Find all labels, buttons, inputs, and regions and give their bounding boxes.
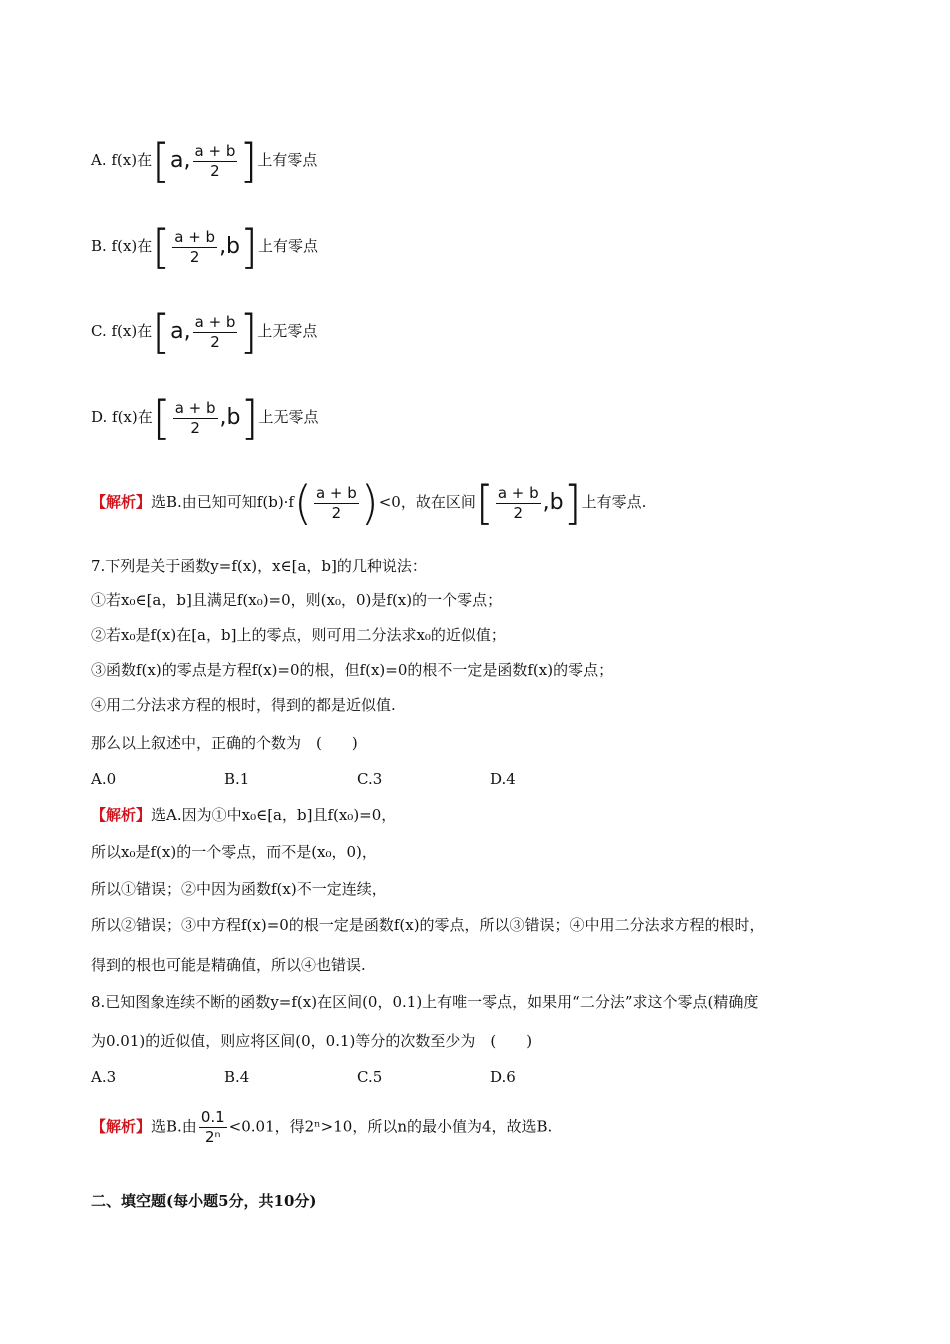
analysis-6: [91, 476, 647, 530]
fraction-numerator: a + b: [174, 227, 216, 246]
question-7-stem: 7.下列是关于函数y=f(x)，x∈[a，b]的几种说法：: [91, 557, 427, 575]
fraction: [173, 399, 218, 438]
fraction: [172, 228, 217, 267]
choice-a: A.0: [91, 770, 117, 788]
analysis-text: 选B.由已知可知f(b)·f: [151, 493, 294, 511]
option-b: [91, 220, 318, 274]
option-suffix: 上有零点: [257, 237, 318, 255]
choice-c: C.3: [357, 770, 383, 788]
fraction-denominator: 2: [331, 503, 342, 522]
fraction-denominator: 2: [210, 332, 220, 351]
fraction-numerator: a + b: [174, 398, 216, 417]
choice-d: D.4: [490, 770, 516, 788]
section-heading: 二、填空题(每小题5分，共10分): [91, 1192, 317, 1210]
fraction-numerator: 0.1: [200, 1108, 225, 1126]
analysis-7-line-2: 所以x₀是f(x)的一个零点，而不是(x₀，0)，: [91, 843, 377, 861]
choice-b: B.4: [224, 1068, 250, 1086]
interval-left: a,: [170, 148, 191, 173]
fraction-denominator: 2: [189, 247, 200, 266]
interval-right: ,b: [219, 405, 241, 430]
interval-right: ,b: [542, 490, 564, 515]
interval-expression: [ $\frac{a + b}{2}$ ,b ]: [152, 391, 259, 445]
analysis-tag: 【解析】: [91, 1117, 152, 1136]
option-a: [91, 134, 318, 188]
question-8-stem-1: 8.已知图象连续不断的函数y=f(x)在区间(0，0.1)上有唯一零点，如果用“二分法”求这个零点(精确度: [91, 993, 759, 1011]
fraction: [314, 484, 359, 523]
fraction-denominator: 2: [190, 418, 200, 437]
analysis-tag: 【解析】: [91, 806, 152, 824]
option-c: [91, 305, 318, 359]
analysis-7-line-5: 得到的根也可能是精确值，所以④也错误.: [91, 956, 366, 974]
statement-4: ④用二分法求方程的根时，得到的都是近似值.: [91, 696, 396, 714]
choice-c: C.5: [357, 1068, 383, 1086]
fraction: [199, 1108, 227, 1147]
statement-2: ②若x₀是f(x)在[a，b]上的零点，则可用二分法求x₀的近似值；: [91, 626, 506, 644]
analysis-text: 选B.由: [151, 1117, 197, 1136]
option-label: B. f(x)在: [91, 237, 153, 255]
statement-1: ①若x₀∈[a，b]且满足f(x₀)=0，则(x₀，0)是f(x)的一个零点；: [91, 591, 503, 609]
statement-3: ③函数f(x)的零点是方程f(x)=0的根，但f(x)=0的根不一定是函数f(x)的零点；: [91, 661, 614, 679]
question-8-choices: [91, 1066, 623, 1088]
analysis-text: <0，故在区间: [378, 493, 476, 511]
interval-expression: [ a, $\frac{a + b}{2}$ ]: [152, 134, 258, 188]
analysis-tag: 【解析】: [91, 493, 152, 511]
analysis-8: [91, 1108, 552, 1147]
option-suffix: 上无零点: [258, 408, 319, 426]
question-7-choices: [91, 768, 623, 790]
fraction-numerator: a + b: [194, 141, 236, 160]
interval-expression: [ $\frac{a + b}{2}$ ,b ]: [152, 220, 258, 274]
question-7-ask: 那么以上叙述中，正确的个数为 ( ): [91, 734, 358, 752]
fraction-numerator: a + b: [497, 483, 539, 502]
analysis-7-line-4: 所以②错误；③中方程f(x)=0的根一定是函数f(x)的零点，所以③错误；④中用二分法求方程的根时，: [91, 916, 765, 934]
fraction-numerator: a + b: [315, 483, 357, 502]
option-suffix: 上无零点: [257, 322, 318, 340]
fraction: [193, 313, 238, 352]
interval-left: a,: [170, 319, 191, 344]
option-label: D. f(x)在: [91, 408, 153, 426]
choice-d: D.6: [490, 1068, 516, 1086]
fraction-denominator: 2: [513, 503, 523, 522]
option-label: A. f(x)在: [91, 151, 153, 169]
analysis-7-line-3: 所以①错误；②中因为函数f(x)不一定连续，: [91, 880, 387, 898]
analysis-7-line-1: [91, 804, 396, 826]
interval-right: ,b: [219, 234, 241, 259]
analysis-text: 选A.因为①中x₀∈[a，b]且f(x₀)=0，: [151, 806, 397, 824]
choice-b: B.1: [224, 770, 250, 788]
question-8-stem-2: 为0.01)的近似值，则应将区间(0，0.1)等分的次数至少为 ( ): [91, 1032, 533, 1050]
interval-expression: [ a, $\frac{a + b}{2}$ ]: [152, 305, 258, 359]
fraction: [496, 484, 541, 523]
option-suffix: 上有零点: [257, 151, 318, 169]
fraction-numerator: a + b: [194, 312, 236, 331]
fraction-denominator: 2: [210, 161, 220, 180]
option-d: [91, 391, 319, 445]
fraction: [193, 142, 238, 181]
analysis-text: 上有零点.: [581, 493, 647, 511]
fraction-denominator: 2ⁿ: [204, 1128, 221, 1146]
paren-expression: ( $\frac{a + b}{2}$ ): [294, 476, 379, 530]
analysis-text: <0.01，得2ⁿ>10，所以n的最小值为4，故选B.: [228, 1117, 553, 1136]
interval-expression: [ $\frac{a + b}{2}$ ,b ]: [475, 476, 582, 530]
option-label: C. f(x)在: [91, 322, 153, 340]
choice-a: A.3: [91, 1068, 117, 1086]
